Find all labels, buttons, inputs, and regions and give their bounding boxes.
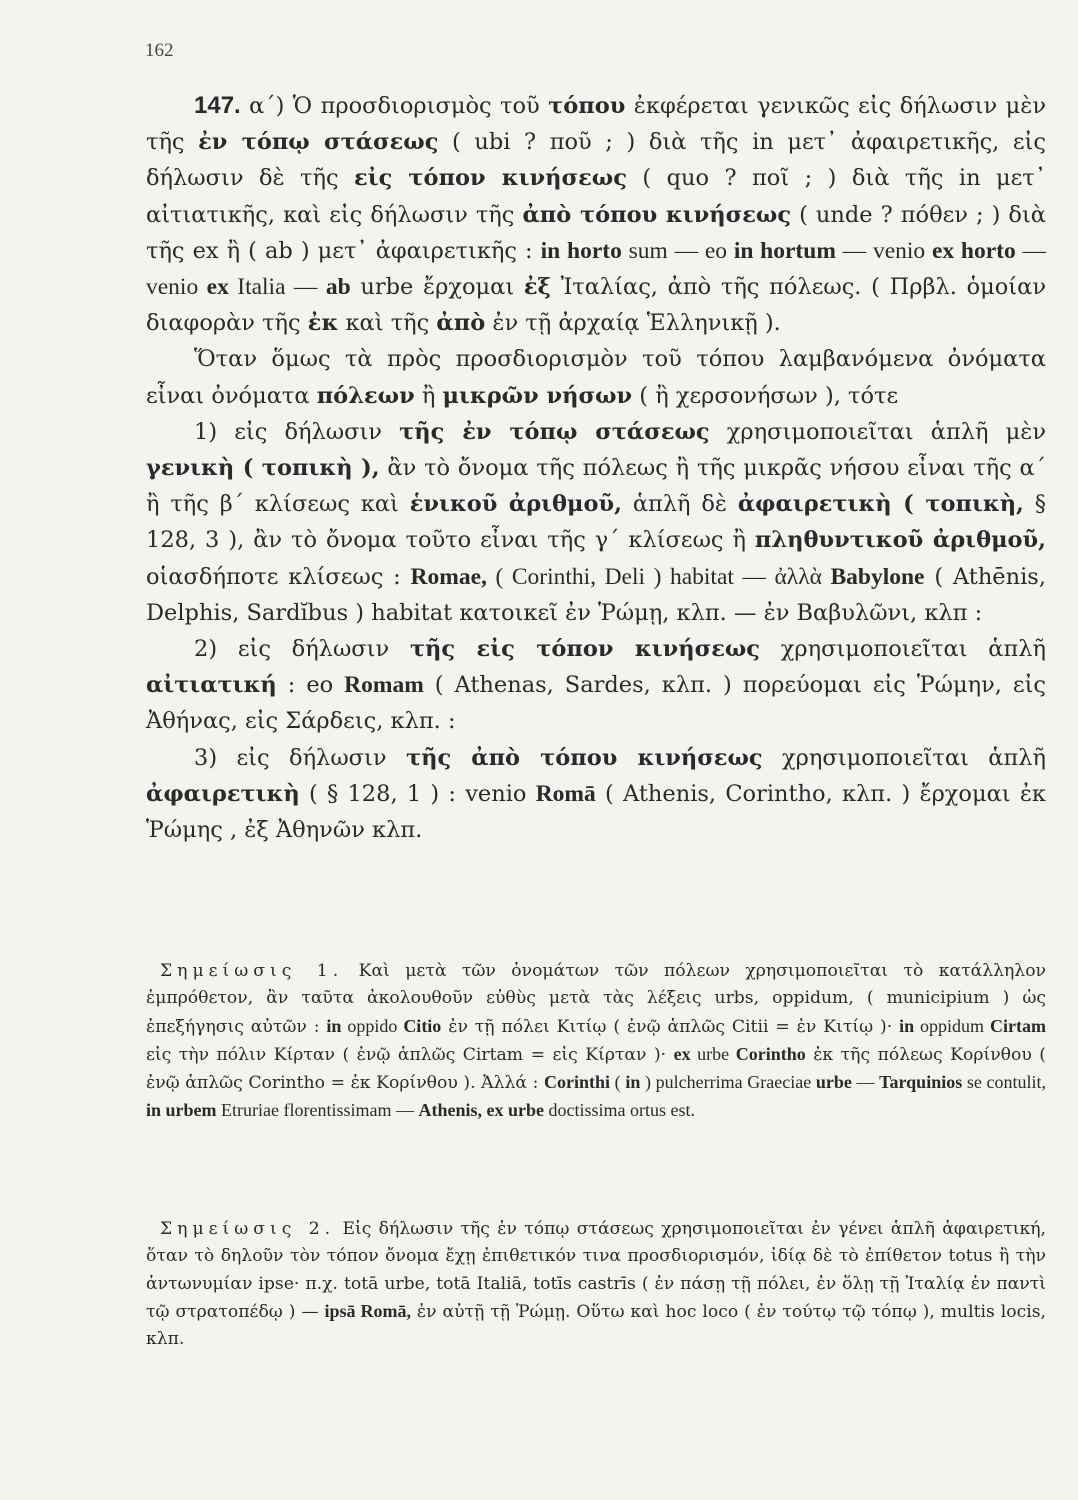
rule-3-motion-from: 3) εἰς δήλωσιν τῆς ἀπὸ τόπου κινήσεως χρησιμοποιεῖται ἁπλῆ ἀφαιρετικὴ ( § 128, 1 ) : venio Romā ( Athenis, Corintho, κλπ. ) ἔρχομαι ἐκ Ῥώμης , ἐξ Ἀθηνῶν κλπ. [146, 744, 1046, 844]
page-number: 162 [145, 40, 174, 61]
note-1: Σημείωσις 1. Καὶ μετὰ τῶν ὀνομάτων τῶν πόλεων χρησιμοποιεῖται τὸ κατάλληλον ἐμπρόθετον, ἂν ταῦτα ἀκολουθοῦν εὐθὺς μετὰ τὰς λέξεις urbs, oppidum, ( municipium ) ὡς ἐπεξήγησις αὐτῶν : in oppido Citio ἐν τῇ πόλει Κιτίῳ ( ἐνῷ ἁπλῶς Citii = ἐν Κιτίῳ )· in oppidum Cirtam εἰς τὴν πόλιν Κίρταν ( ἐνῷ ἁπλῶς Cirtam = εἰς Κίρταν )· ex urbe Corintho ἐκ τῆς πόλεως Κορίνθου ( ἐνῷ ἁπλῶς Corintho = ἐκ Κορίνθου ). Ἀλλά : Corinthi ( in ) pulcherrima Graeciae urbe — Tarquinios se contulit, in urbem Etruriae florentissimam — Athenis, ex urbe doctissima ortus est. [146, 961, 1047, 1121]
section-147 [146, 88, 1046, 848]
section-number: 147. [194, 92, 241, 119]
note-1-heading: Σημείωσις 1. [160, 961, 344, 981]
note-2-heading: Σημείωσις 2. [160, 1219, 336, 1239]
paragraph-place-rule: 147. α΄) Ὁ προσδιορισμὸς τοῦ τόπου ἐκφέρεται γενικῶς εἰς δήλωσιν μὲν τῆς ἐν τόπῳ στάσεως ( ubi ? ποῦ ; ) διὰ τῆς in μετ᾿ ἀφαιρετικῆς, εἰς δήλωσιν δὲ τῆς εἰς τόπον κινήσεως ( quo ? ποῖ ; ) διὰ τῆς in μετ᾿ αἰτιατικῆς, καὶ εἰς δήλωσιν τῆς ἀπὸ τόπου κινήσεως ( unde ? πόθεν ; ) διὰ τῆς ex ἢ ( ab ) μετ᾿ ἀφαιρετικῆς : in horto sum — eo in hortum — venio ex horto — venio ex Italia — ab urbe ἔρχομαι ἐξ Ἰταλίας, ἀπὸ τῆς πόλεως. ( Πρβλ. ὁμοίαν διαφορὰν τῆς ἐκ καὶ τῆς ἀπὸ ἐν τῇ ἀρχαίᾳ Ἑλληνικῇ ). [146, 92, 1046, 337]
paragraph-city-names: Ὅταν ὅμως τὰ πρὸς προσδιορισμὸν τοῦ τόπου λαμβανόμενα ὀνόματα εἶναι ὀνόματα πόλεων ἢ μικρῶν νήσων ( ἢ χερσονήσων ), τότε [146, 346, 1046, 409]
rule-1-location: 1) εἰς δήλωσιν τῆς ἐν τόπῳ στάσεως χρησιμοποιεῖται ἁπλῆ μὲν γενικὴ ( τοπικὴ ), ἂν τὸ ὄνομα τῆς πόλεως ἢ τῆς μικρᾶς νήσου εἶναι τῆς α΄ ἢ τῆς β΄ κλίσεως καὶ ἑνικοῦ ἀριθμοῦ, ἁπλῆ δὲ ἀφαιρετικὴ ( τοπικὴ, § 128, 3 ), ἂν τὸ ὄνομα τοῦτο εἶναι τῆς γ΄ κλίσεως ἢ πληθυντικοῦ ἀριθμοῦ, οἱασδήποτε κλίσεως : Romae, ( Corinthi, Deli ) habitat — ἀλλὰ Babylone ( Athēnis, Delphis, Sardĭbus ) habitat κατοικεῖ ἐν Ῥώμῃ, κλπ. — ἐν Βαβυλῶνι, κλπ : [146, 418, 1047, 626]
note-2: Σημείωσις 2. Εἰς δήλωσιν τῆς ἐν τόπῳ στάσεως χρησιμοποιεῖται ἐν γένει ἁπλῆ ἀφαιρετική, ὅταν τὸ δηλοῦν τὸν τόπον ὄνομα ἔχῃ ἐπιθετικόν τινα προσδιορισμόν, ἰδίᾳ δὲ τὸ ἐπίθετον totus ἢ τὴν ἀντωνυμίαν ipse· π.χ. totā urbe, totā Italiā, totīs castrīs ( ἐν πάσῃ τῇ πόλει, ἐν ὅλῃ τῇ Ἰταλίᾳ ἐν παντὶ τῷ στρατοπέδῳ ) — ipsā Romā, ἐν αὐτῇ τῇ Ῥώμῃ. Οὕτω καὶ hoc loco ( ἐν τούτῳ τῷ τόπῳ ), multis locis, κλπ. [146, 1219, 1046, 1350]
rule-2-motion-to: 2) εἰς δήλωσιν τῆς εἰς τόπον κινήσεως χρησιμοποιεῖται ἁπλῆ αἰτιατική : eo Romam ( Athenas, Sardes, κλπ. ) πορεύομαι εἰς Ῥώμην, εἰς Ἀθήνας, εἰς Σάρδεις, κλπ. : [146, 636, 1046, 735]
